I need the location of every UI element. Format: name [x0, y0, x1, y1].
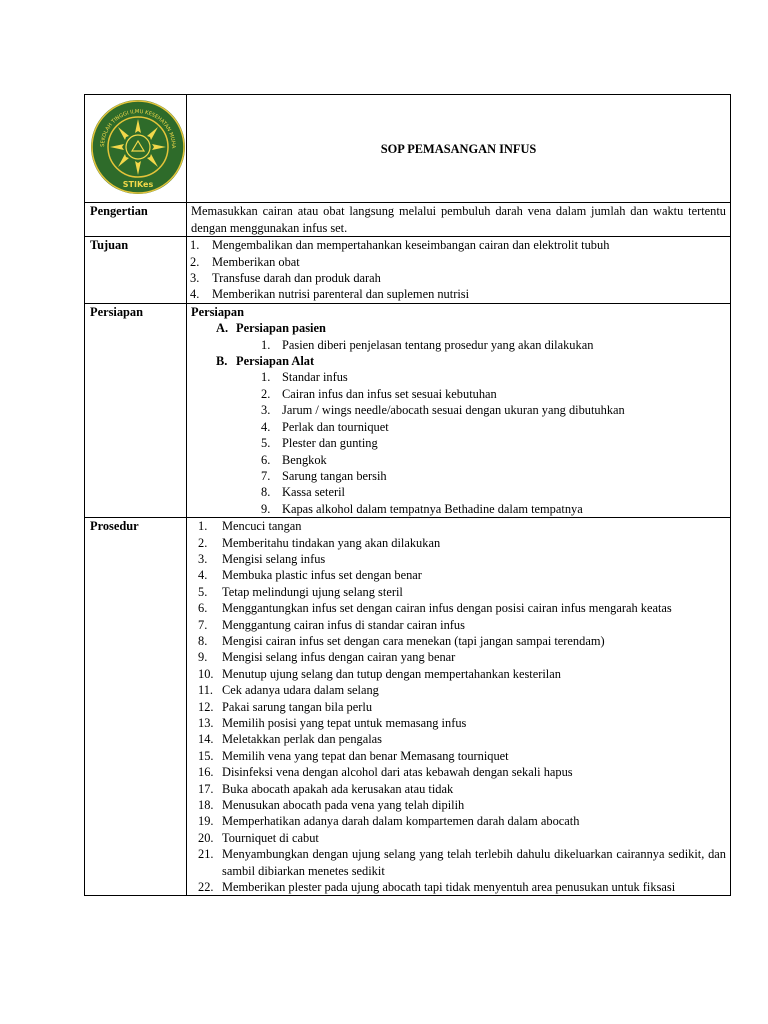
item-text: Perlak dan tourniquet	[282, 419, 389, 434]
item-number: 3.	[261, 403, 271, 418]
item-text: Membuka plastic infus set dengan benar	[222, 568, 422, 583]
item-number: 1.	[198, 519, 208, 534]
item-text: Memilih posisi yang tepat untuk memasang infus	[222, 716, 467, 730]
header-row	[85, 95, 731, 203]
list-item	[191, 484, 726, 500]
row-prosedur	[85, 518, 731, 896]
item-number: 19.	[198, 814, 214, 829]
item-text: Memberikan nutrisi parenteral dan suplemen nutrisi	[212, 287, 470, 302]
item-text: Transfuse darah dan produk darah	[212, 271, 381, 286]
list-item	[190, 270, 726, 286]
item-number: 9.	[198, 650, 208, 665]
item-text: Tourniquet di cabut	[222, 830, 319, 845]
list-item	[191, 452, 726, 468]
list-item	[198, 813, 726, 829]
label-tujuan: Tujuan	[85, 237, 187, 304]
subheading-marker: B.	[216, 354, 228, 369]
item-number: 13.	[198, 716, 214, 730]
item-text: Mengisi cairan infus set dengan cara menekan (tapi jangan sampai terendam)	[222, 633, 605, 648]
item-number: 1.	[261, 337, 271, 352]
list-item	[198, 551, 726, 567]
list-item	[198, 617, 726, 633]
item-number: 2.	[190, 254, 200, 269]
item-text: Menutup ujung selang dan tutup dengan mempertahankan kesterilan	[222, 666, 561, 681]
item-text: Pasien diberi penjelasan tentang prosedur yang akan dilakukan	[282, 337, 594, 352]
item-text: Tetap melindungi ujung selang steril	[222, 584, 403, 599]
row-persiapan	[85, 303, 731, 517]
item-number: 5.	[261, 436, 271, 451]
list-item	[191, 337, 726, 353]
row-pengertian	[85, 203, 731, 237]
item-number: 3.	[190, 271, 200, 286]
item-number: 4.	[190, 287, 200, 302]
list-item	[198, 748, 726, 764]
label-pengertian: Pengertian	[85, 203, 187, 237]
list-item	[198, 584, 726, 600]
list-item	[191, 419, 726, 435]
pengertian-text: Memasukkan cairan atau obat langsung melalui pembuluh darah vena dalam jumlah dan waktu tertentu dengan menggunakan infus set.	[187, 203, 731, 237]
list-item	[198, 846, 726, 879]
item-text: Disinfeksi vena dengan alcohol dari atas kebawah dengan sekali hapus	[222, 765, 573, 780]
item-number: 5.	[198, 584, 208, 599]
item-text: Memilih vena yang tepat dan benar Memasang tourniquet	[222, 748, 509, 763]
list-item	[198, 830, 726, 846]
list-item	[198, 649, 726, 665]
persiapan-content	[187, 303, 731, 517]
item-text: Memberikan obat	[212, 254, 300, 269]
item-text: Menyambungkan dengan ujung selang yang telah terlebih dahulu dikeluarkan cairannya sedikit, dan sambil dibiarkan menetes sedikit	[222, 847, 726, 878]
sop-table	[84, 94, 731, 896]
tujuan-list	[187, 237, 731, 304]
list-item	[198, 731, 726, 747]
item-number: 14.	[198, 732, 214, 747]
item-number: 9.	[261, 501, 271, 516]
item-text: Standar infus	[282, 370, 348, 385]
item-number: 6.	[198, 601, 208, 616]
list-item	[198, 797, 726, 813]
page-title: SOP PEMASANGAN INFUS	[187, 95, 731, 203]
item-number: 8.	[261, 485, 271, 500]
logo-text-bottom: STIKes	[122, 180, 154, 189]
list-item	[190, 286, 726, 302]
list-item	[190, 237, 726, 253]
logo-text-top: SEKOLAH TINGGI ILMU KESEHATAN MUHA	[99, 108, 177, 149]
item-number: 16.	[198, 765, 214, 780]
list-item	[198, 567, 726, 583]
subheading-title: Persiapan pasien	[236, 321, 326, 336]
item-number: 17.	[198, 781, 214, 796]
persiapan-heading: Persiapan	[191, 304, 245, 319]
item-text: Menggantungkan infus set dengan cairan infus dengan posisi cairan infus mengarah keatas	[222, 601, 672, 616]
item-text: Buka abocath apakah ada kerusakan atau tidak	[222, 781, 454, 796]
item-number: 20.	[198, 830, 214, 845]
item-number: 3.	[198, 551, 208, 566]
item-text: Jarum / wings needle/abocath sesuai dengan ukuran yang dibutuhkan	[282, 403, 625, 418]
item-number: 21.	[198, 847, 214, 862]
item-number: 7.	[261, 468, 271, 483]
item-text: Plester dan gunting	[282, 436, 378, 451]
item-number: 18.	[198, 798, 214, 813]
label-prosedur: Prosedur	[85, 518, 187, 896]
list-item	[198, 699, 726, 715]
item-text: Memberitahu tindakan yang akan dilakukan	[222, 535, 441, 550]
list-item	[198, 715, 726, 731]
item-text: Pakai sarung tangan bila perlu	[222, 699, 373, 714]
item-number: 2.	[198, 535, 208, 550]
item-number: 12.	[198, 699, 214, 714]
item-number: 6.	[261, 452, 271, 467]
item-text: Mencuci tangan	[222, 519, 302, 534]
item-number: 4.	[198, 568, 208, 583]
item-text: Mengisi selang infus	[222, 551, 326, 566]
list-item	[198, 633, 726, 649]
list-item	[198, 600, 726, 616]
subheading-alat	[191, 353, 726, 369]
row-tujuan	[85, 237, 731, 304]
list-item	[198, 764, 726, 780]
item-text: Mengembalikan dan mempertahankan keseimbangan cairan dan elektrolit tubuh	[212, 238, 610, 253]
item-text: Mengisi selang infus dengan cairan yang benar	[222, 650, 456, 665]
list-item	[198, 535, 726, 551]
subheading-pasien	[191, 320, 726, 336]
item-number: 2.	[261, 386, 271, 401]
item-text: Meletakkan perlak dan pengalas	[222, 732, 382, 747]
list-item	[191, 386, 726, 402]
list-item	[198, 518, 726, 534]
item-text: Bengkok	[282, 452, 327, 467]
list-item	[191, 402, 726, 418]
item-number: 15.	[198, 748, 214, 763]
list-item	[198, 666, 726, 682]
list-item	[191, 369, 726, 385]
item-number: 1.	[261, 370, 271, 385]
logo-cell	[85, 95, 187, 203]
subheading-title: Persiapan Alat	[236, 354, 315, 369]
item-text: Sarung tangan bersih	[282, 468, 387, 483]
subheading-marker: A.	[216, 321, 229, 336]
item-number: 10.	[198, 666, 214, 681]
list-item	[198, 781, 726, 797]
list-item	[198, 682, 726, 698]
label-persiapan: Persiapan	[85, 303, 187, 517]
stikes-logo	[85, 95, 187, 198]
prosedur-list	[187, 518, 731, 896]
item-text: Memberikan plester pada ujung abocath tapi tidak menyentuh area penusukan untuk fiksasi	[222, 880, 676, 895]
item-text: Cek adanya udara dalam selang	[222, 683, 379, 698]
item-text: Memperhatikan adanya darah dalam kompartemen darah dalam abocath	[222, 814, 580, 829]
item-text: Kapas alkohol dalam tempatnya Bethadine dalam tempatnya	[282, 501, 583, 516]
item-text: Kassa seteril	[282, 485, 345, 500]
item-text: Cairan infus dan infus set sesuai kebutuhan	[282, 386, 497, 401]
item-number: 11.	[198, 683, 214, 698]
list-item	[198, 879, 726, 895]
list-item	[191, 468, 726, 484]
item-number: 1.	[190, 238, 200, 253]
item-number: 8.	[198, 633, 208, 648]
list-item	[191, 501, 726, 517]
item-number: 22.	[198, 880, 214, 895]
list-item	[190, 254, 726, 270]
item-number: 7.	[198, 617, 208, 632]
item-number: 4.	[261, 419, 271, 434]
item-text: Menggantung cairan infus di standar cairan infus	[222, 617, 465, 632]
list-item	[191, 435, 726, 451]
item-text: Menusukan abocath pada vena yang telah dipilih	[222, 798, 465, 813]
